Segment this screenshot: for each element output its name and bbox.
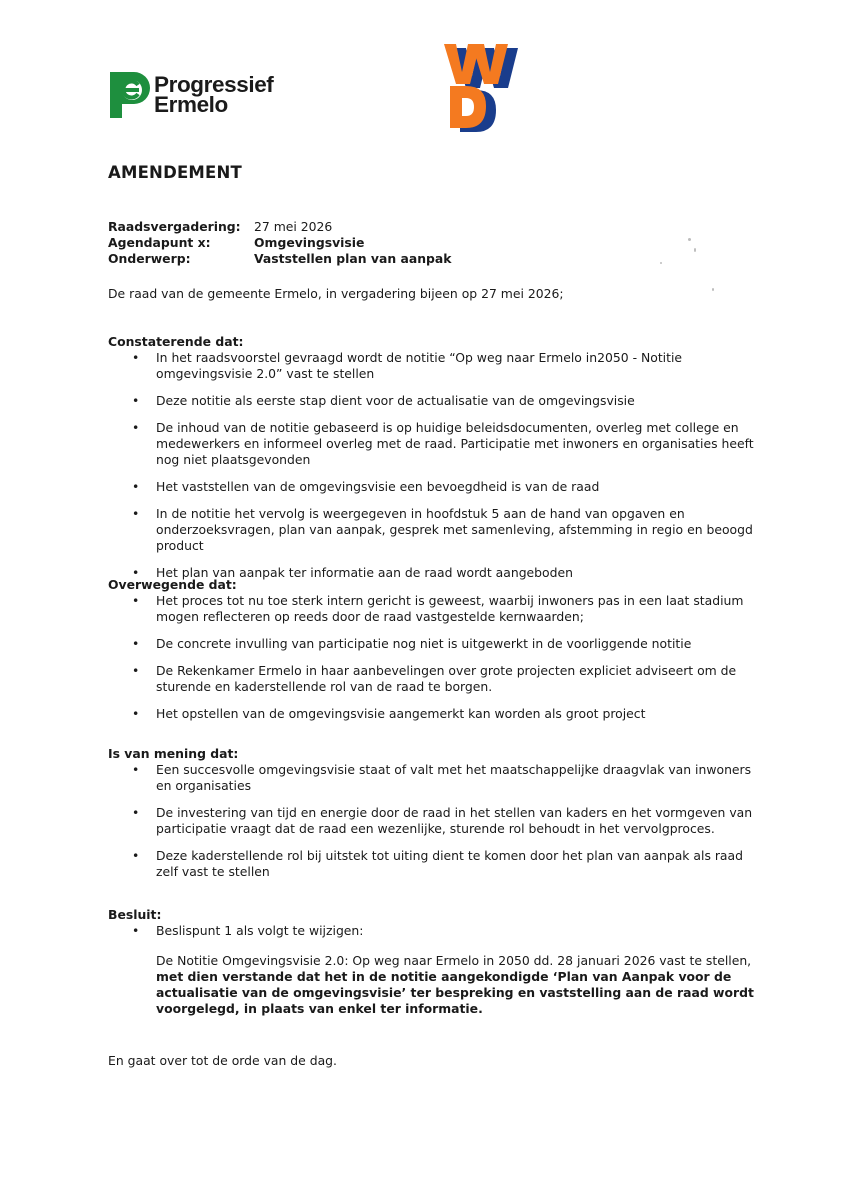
list-item-text: Deze notitie als eerste stap dient voor de actualisatie van de omgevingsvisie — [156, 393, 635, 408]
section-mening — [108, 746, 758, 891]
meta-row-vergadering — [108, 219, 452, 235]
bullet-icon: • — [132, 506, 140, 521]
list-item-text: Het proces tot nu toe sterk intern gericht is geweest, waarbij inwoners pas in een laat stadium mogen reflecteren op reeds door de raad vastgestelde kernwaarden; — [156, 593, 744, 624]
section-heading: Is van mening dat: — [108, 746, 239, 761]
bullet-icon: • — [132, 805, 140, 820]
list-item-text: De inhoud van de notitie gebaseerd is op huidige beleidsdocumenten, overleg met college en medewerkers en informeel overleg met de raad. Participatie met inwoners en organisaties heeft nog niet plaatsgevonden — [156, 420, 754, 467]
list-item — [108, 848, 758, 880]
bullet-icon: • — [132, 706, 140, 721]
list-item — [108, 706, 758, 722]
bullet-icon: • — [132, 593, 140, 608]
meta-value: 27 mei 2026 — [254, 219, 333, 234]
bullet-icon: • — [132, 393, 140, 408]
bullet-icon: • — [132, 636, 140, 651]
logo-text-line1: Progressief — [154, 72, 274, 97]
bullet-icon: • — [132, 479, 140, 494]
vvd-logo-icon — [440, 42, 522, 134]
list-item — [108, 636, 758, 652]
bullet-icon: • — [132, 923, 140, 938]
list-item — [108, 663, 758, 695]
section-constaterende — [108, 334, 758, 592]
bullet-icon: • — [132, 848, 140, 863]
list-item-text: Het vaststellen van de omgevingsvisie een bevoegdheid is van de raad — [156, 479, 600, 494]
scan-mark — [694, 248, 696, 252]
scan-mark — [712, 288, 714, 291]
document-title: AMENDEMENT — [108, 163, 242, 182]
list-item-text: Deze kaderstellende rol bij uitstek tot uiting dient te komen door het plan van aanpak als raad zelf vast te stellen — [156, 848, 743, 879]
section-besluit — [108, 907, 758, 950]
closing-line: En gaat over tot de orde van de dag. — [108, 1053, 337, 1068]
progressief-ermelo-logo — [108, 70, 273, 120]
section-overwegende — [108, 577, 758, 733]
list-item — [108, 393, 758, 409]
meta-label: Agendapunt x: — [108, 235, 211, 250]
list-item-text: In de notitie het vervolg is weergegeven in hoofdstuk 5 aan de hand van opgaven en onderzoeksvragen, plan van aanpak, gesprek met samenleving, afstemming in regio en beoogd product — [156, 506, 753, 553]
list-item — [108, 762, 758, 794]
list-item-text: In het raadsvoorstel gevraagd wordt de notitie “Op weg naar Ermelo in2050 - Notitie omgevingsvisie 2.0” vast te stellen — [156, 350, 683, 381]
scan-mark — [660, 262, 662, 264]
list-item — [108, 420, 758, 468]
list-item-text: De investering van tijd en energie door de raad in het stellen van kaders en het vormgeven van participatie vraagt dat de raad een wezenlijke, sturende rol behoudt in het vervolgproces. — [156, 805, 753, 836]
decision-text-plain: De Notitie Omgevingsvisie 2.0: Op weg naar Ermelo in 2050 dd. 28 januari 2026 vast te stellen, — [156, 953, 752, 968]
bullet-icon: • — [132, 762, 140, 777]
section-heading: Constaterende dat: — [108, 334, 244, 349]
decision-text-bold: met dien verstande dat het in de notitie aangekondigde ‘Plan van Aanpak voor de actualisatie van de omgevingsvisie’ ter bespreking en vaststelling aan de raad wordt voorgelegd, in plaats van enkel ter informatie. — [156, 969, 754, 1016]
logo-text-line2: Ermelo — [154, 92, 228, 117]
bullet-icon: • — [132, 350, 140, 365]
meta-value: Vaststellen plan van aanpak — [254, 251, 452, 266]
list-item — [108, 923, 758, 939]
list-item-text: De Rekenkamer Ermelo in haar aanbevelingen over grote projecten expliciet adviseert om de sturende en kaderstellende rol van de raad te borgen. — [156, 663, 737, 694]
meta-row-agendapunt — [108, 235, 452, 251]
bullet-icon: • — [132, 565, 140, 580]
decision-text — [156, 953, 756, 1017]
meta-block — [108, 219, 452, 267]
bullet-icon: • — [132, 663, 140, 678]
section-heading: Overwegende dat: — [108, 577, 237, 592]
list-item — [108, 350, 758, 382]
section-heading: Besluit: — [108, 907, 162, 922]
scan-mark — [688, 238, 691, 241]
meta-label: Onderwerp: — [108, 251, 191, 266]
pe-logo-icon — [108, 70, 150, 120]
list-item — [108, 805, 758, 837]
meta-row-onderwerp — [108, 251, 452, 267]
list-item — [108, 593, 758, 625]
list-item-text: Het opstellen van de omgevingsvisie aangemerkt kan worden als groot project — [156, 706, 646, 721]
list-item — [108, 479, 758, 495]
list-item-text: Een succesvolle omgevingsvisie staat of valt met het maatschappelijke draagvlak van inwoners en organisaties — [156, 762, 752, 793]
intro-paragraph: De raad van de gemeente Ermelo, in vergadering bijeen op 27 mei 2026; — [108, 286, 564, 301]
meta-value: Omgevingsvisie — [254, 235, 365, 250]
list-item-text: Beslispunt 1 als volgt te wijzigen: — [156, 923, 364, 938]
meta-label: Raadsvergadering: — [108, 219, 241, 234]
bullet-icon: • — [132, 420, 140, 435]
list-item-text: De concrete invulling van participatie nog niet is uitgewerkt in de voorliggende notitie — [156, 636, 692, 651]
list-item — [108, 506, 758, 554]
list-item-text: Het plan van aanpak ter informatie aan de raad wordt aangeboden — [156, 565, 573, 580]
